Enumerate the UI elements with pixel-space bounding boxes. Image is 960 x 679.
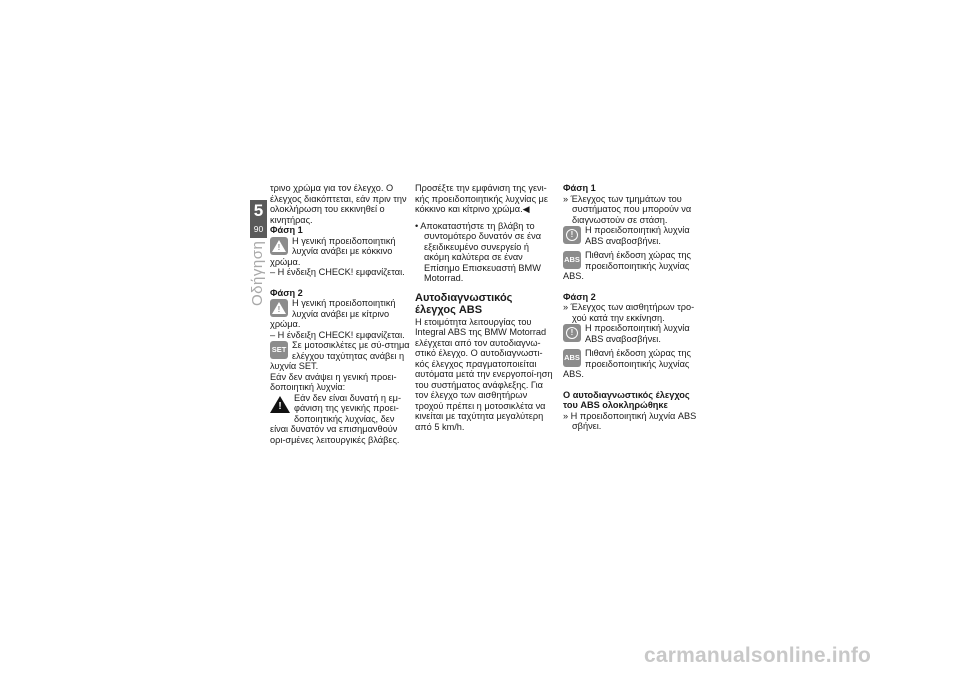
general-warning-light-icon <box>270 237 288 255</box>
column-2 <box>415 183 555 432</box>
abs-country-icon: ABS <box>563 349 581 367</box>
bullet-item: • Αποκαταστήστε τη βλάβη το συντομότερο δυνατόν σε ένα εξειδικευμένο συνεργείο ή ακόμη καλύτερα σε έναν Επίσημο Επισκευαστή BMW Motorrad. <box>415 220 542 283</box>
phase-2-heading: Φάση 2 <box>563 291 596 302</box>
phase-1-check: – Η ένδειξη CHECK! εμφανίζεται. <box>270 267 405 277</box>
section-text: Η ετοιμότητα λειτουργίας του Integral ABS της BMW Motorrad ελέγχεται από τον αυτοδιαγνω-στικό έλεγχο. Ο αυτοδιαγνωστι-κός έλεγχος πραγματοποιείται αυτόματα μετά την ενεργοποί-ηση του συστήματος ανάφλεξης. Για τον έλεγχο των αισθητήρων τροχού πρέπει η μοτοσικλέτα να κινείται με ταχύτητα μεγαλύτερη από 5 km/h. <box>415 316 553 432</box>
phase-2-block <box>270 298 410 330</box>
caution-triangle-icon <box>270 395 290 415</box>
phase-2-check: – Η ένδειξη CHECK! εμφανίζεται. <box>270 329 405 340</box>
general-warning-light-icon <box>270 299 288 317</box>
phase-2-abs-block <box>563 348 703 380</box>
no-light-text: Εάν δεν ανάψει η γενική προει-δοποιητική λυχνία: <box>270 371 397 392</box>
phase-2-heading: Φάση 2 <box>270 287 303 298</box>
phase-1-info-block <box>563 225 703 246</box>
completed-heading: Ο αυτοδιαγνωστικός έλεγχος του ABS ολοκληρώθηκε <box>563 389 690 410</box>
paragraph: τρινο χρώμα για τον έλεγχο. Ο έλεγχος διακόπτεται, εάν πριν την ολοκλήρωση του εκκινηθεί ο κινητήρας. <box>270 183 407 225</box>
chapter-side-title: Οδήγηση <box>249 240 266 306</box>
phase-1-text: Η γενική προειδοποιητική λυχνία ανάβει με κόκκινο χρώμα. <box>270 235 396 267</box>
phase-1-heading: Φάση 1 <box>563 183 596 193</box>
set-block <box>270 340 410 372</box>
warning-text: Εάν δεν είναι δυνατή η εμ-φάνιση της γενικής προει-δοποιητικής λυχνίας, δεν είναι δυνατόν να επισημανθούν ορι-σμένες λειτουργικές βλάβες. <box>270 392 402 445</box>
phase-1-abs-block <box>563 250 703 282</box>
set-light-icon: SET <box>270 341 288 359</box>
completed-step: » Η προειδοποιητική λυχνία ABS σβήνει. <box>563 410 697 431</box>
watermark: carmanualsonline.info <box>644 644 872 667</box>
phase-2-info-block <box>563 323 703 344</box>
warning-block <box>270 393 410 446</box>
chapter-tab <box>250 200 267 238</box>
chapter-number: 5 <box>253 201 264 220</box>
paragraph: Προσέξτε την εμφάνιση της γενι-κής προειδοποιητικής λυχνίας με κόκκινο και κίτρινο χρώμα.◀ <box>415 183 548 214</box>
column-1 <box>270 183 410 445</box>
phase-1-abs-text: Πιθανή έκδοση χώρας της προειδοποιητικής λυχνίας ABS. <box>563 250 691 281</box>
phase-2-step: » Έλεγχος των αισθητήρων τρο-χού κατά την εκκίνηση. <box>563 302 695 323</box>
phase-2-info-text: Η προειδοποιητική λυχνία ABS αναβοσβήνει. <box>585 323 690 344</box>
section-heading: Αυτοδιαγνωστικός έλεγχος ABS <box>415 291 513 316</box>
phase-1-info-text: Η προειδοποιητική λυχνία ABS αναβοσβήνει. <box>585 225 690 246</box>
phase-2-abs-text: Πιθανή έκδοση χώρας της προειδοποιητικής λυχνίας ABS. <box>563 348 691 379</box>
phase-2-text: Η γενική προειδοποιητική λυχνία ανάβει με κίτρινο χρώμα. <box>270 298 396 329</box>
phase-1-block <box>270 236 410 268</box>
page-number: 90 <box>253 224 264 234</box>
phase-1-step: » Έλεγχος των τμημάτων του συστήματος που μπορούν να διαγνωστούν σε στάση. <box>563 193 692 225</box>
set-text: Σε μοτοσικλέτες με σύ-στημα ελέγχου ταχύτητας ανάβει η λυχνία SET. <box>270 340 410 371</box>
abs-warning-light-icon <box>563 324 581 342</box>
column-3 <box>563 183 703 432</box>
abs-warning-light-icon <box>563 226 581 244</box>
abs-country-icon: ABS <box>563 251 581 269</box>
phase-1-heading: Φάση 1 <box>270 225 303 235</box>
